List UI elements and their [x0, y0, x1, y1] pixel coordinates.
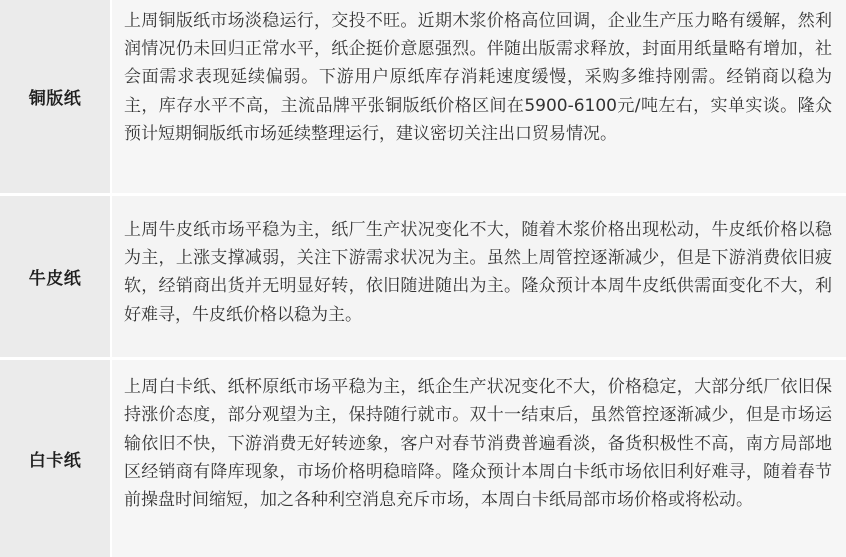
row-description: 上周白卡纸、纸杯原纸市场平稳为主，纸企生产状况变化不大，价格稳定，大部分纸厂依旧保持涨价态度，部分观望为主，保持随行就市。双十一结束后，虽然管控逐渐减少，但是市场运输依旧不快，下游消费无好转迹象，客户对春节消费普遍看淡，备货积极性不高，南方局部地区经销商有降库现象，市场价格明稳暗降。隆众预计本周白卡纸市场依旧利好难寻，随着春节前操盘时间缩短，加之各种利空消息充斥市场，本周白卡纸局部市场价格或将松动。 — [124, 377, 832, 510]
row-content-cell — [110, 196, 846, 357]
row-label-cell — [0, 0, 110, 193]
row-description: 上周铜版纸市场淡稳运行，交投不旺。近期木浆价格高位回调，企业生产压力略有缓解，然利润情况仍未回归正常水平，纸企挺价意愿强烈。伴随出版需求释放，封面用纸量略有增加，社会面需求表现延续偏弱。下游用户原纸库存消耗速度缓慢，采购多维持刚需。经销商以稳为主，库存水平不高，主流品牌平张铜版纸价格区间在5900-6100元/吨左右，实单实谈。隆众预计短期铜版纸市场延续整理运行，建议密切关注出口贸易情况。 — [124, 11, 832, 144]
table-row-coated-paper — [0, 0, 846, 193]
row-label-cell — [0, 196, 110, 357]
row-content-cell — [110, 360, 846, 557]
row-label: 白卡纸 — [28, 451, 82, 472]
row-label: 牛皮纸 — [28, 269, 82, 290]
row-label: 铜版纸 — [28, 88, 82, 109]
table-row-kraft-paper — [0, 196, 846, 357]
row-label-cell — [0, 360, 110, 557]
row-description: 上周牛皮纸市场平稳为主，纸厂生产状况变化不大，随着木浆价格出现松动，牛皮纸价格以稳为主，上涨支撑减弱，关注下游需求状况为主。虽然上周管控逐渐减少，但是下游消费依旧疲软，经销商出货并无明显好转，依旧随进随出为主。隆众预计本周牛皮纸供需面变化不大，利好难寻，牛皮纸价格以稳为主。 — [124, 219, 832, 325]
row-content-cell — [110, 0, 846, 193]
table-row-white-cardboard — [0, 360, 846, 557]
